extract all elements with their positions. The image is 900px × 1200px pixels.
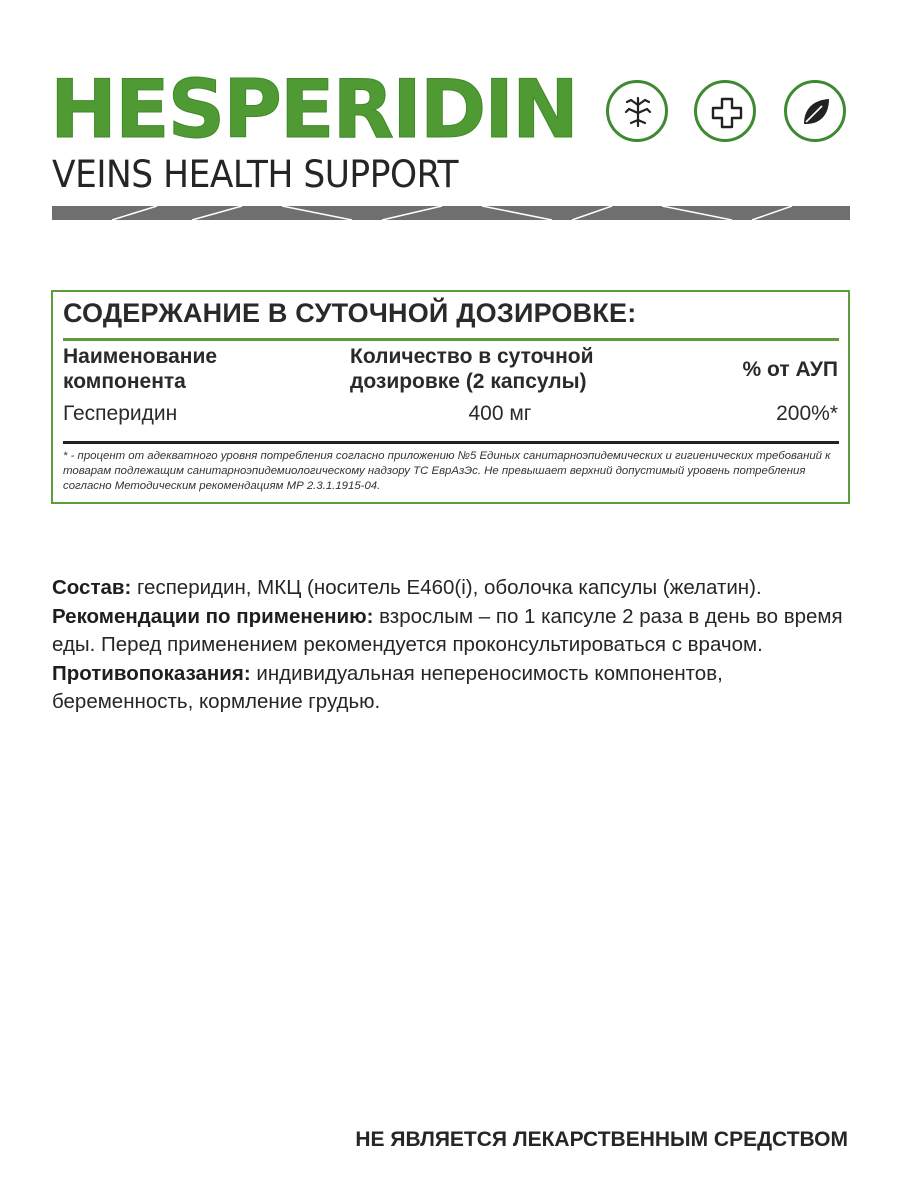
table-footnote: * - процент от адекватного уровня потребления согласно приложению №5 Единых санитарноэпидемических и гигиенических требований к товарам подлежащим санитарноэпидемиологическому надзору ТС ЕврАзЭс. Не превышает верхний допустимый уровень потребления согласно Методическим рекомендациям МР 2.3.1.1915-04. [63,450,831,492]
usage-label: Рекомендации по применению: [52,604,374,628]
disclaimer: НЕ ЯВЛЯЕТСЯ ЛЕКАРСТВЕННЫМ СРЕДСТВОМ [355,1128,848,1151]
product-subtitle: VEINS HEALTH SUPPORT [52,153,459,196]
product-title: HESPERIDIN [50,63,577,156]
table-cell-percent: 200%* [776,402,838,425]
leaf-icon [784,80,846,142]
decorative-stripe [52,206,850,220]
usage-paragraph [52,603,852,660]
table-cell-quantity: 400 мг [468,402,532,425]
product-info [52,574,852,717]
veins-icon [606,80,668,142]
table-header-rule [63,338,839,341]
table-cell-name: Гесперидин [63,402,178,425]
contraindications-paragraph [52,660,852,717]
composition-label: Состав: [52,576,132,599]
daily-dose-table [51,290,850,504]
table-bottom-rule [63,441,839,444]
usage-text: взрослым – по 1 капсуле 2 раза в день во время еды. Перед применением рекомендуется проконсультироваться с врачом. [52,604,843,656]
composition-paragraph [52,574,852,603]
column-header-percent: % от АУП [742,358,838,381]
contraindications-text: индивидуальная непереносимость компонентов, беременность, кормление грудью. [52,661,723,713]
contraindications-label: Противопоказания: [52,661,251,685]
composition-text: гесперидин, МКЦ (носитель Е460(i), оболочка капсулы (желатин). [131,576,762,599]
column-header-name: Наименование компонента [63,345,218,393]
column-header-quantity: Количество в суточной дозировке (2 капсулы) [350,345,594,393]
table-heading: СОДЕРЖАНИЕ В СУТОЧНОЙ ДОЗИРОВКЕ: [63,298,637,328]
medical-cross-icon [694,80,756,142]
